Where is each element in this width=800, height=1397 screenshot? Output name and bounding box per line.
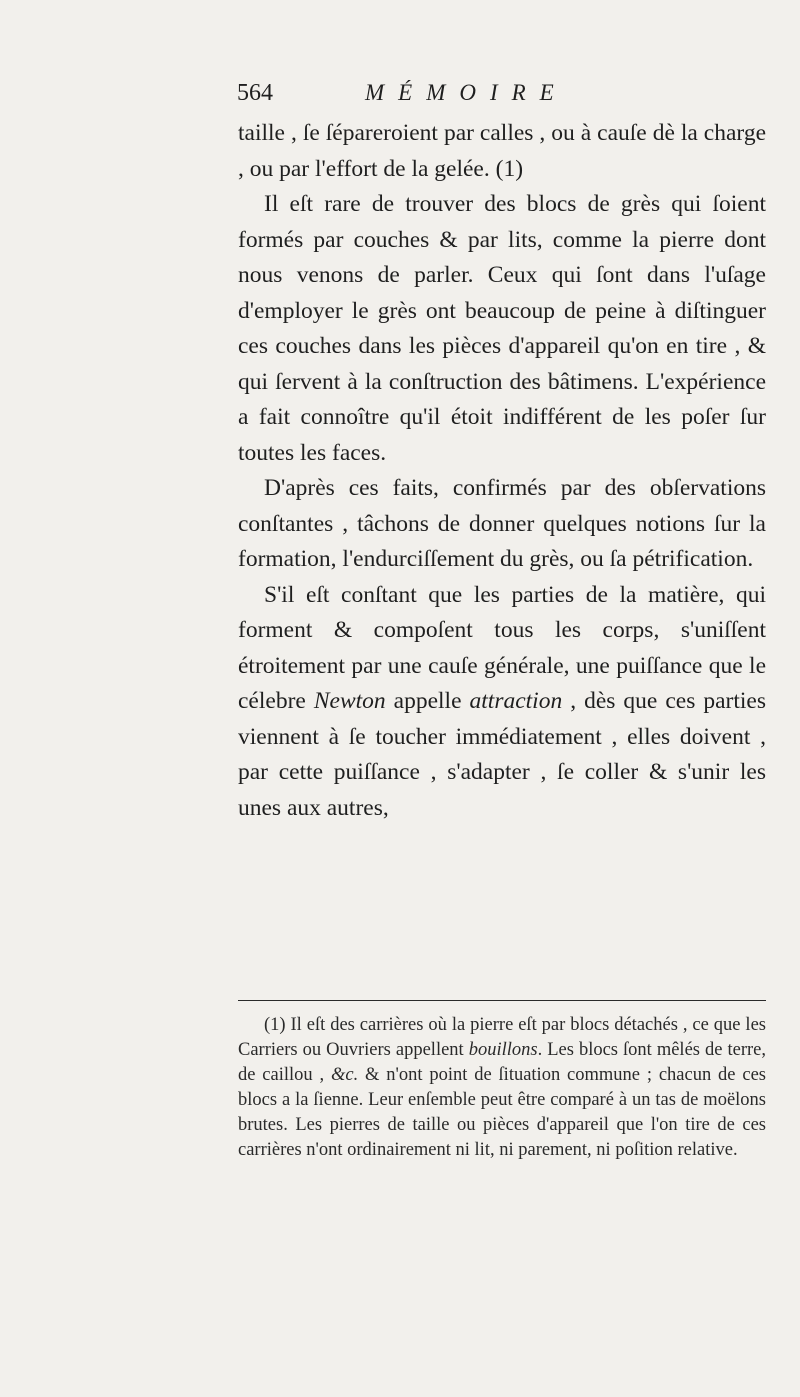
paragraph-attraction xyxy=(238,578,766,827)
paragraph-continuation: taille , ſe ſépareroient par calles , ou à cauſe dè la charge , ou par l'effort de la gelée. (1) xyxy=(238,120,766,182)
attraction-term: attraction xyxy=(469,688,563,714)
bouillons-term: bouillons xyxy=(468,1040,538,1060)
footnote-text-2: . Les blocs ſont mêlés de terre, de caillou , xyxy=(238,1040,766,1085)
main-text xyxy=(238,116,766,826)
footnote xyxy=(238,1013,766,1163)
footnote-text-1: (1) Il eſt des carrières où la pierre eſt par blocs détachés , ce que les Carriers ou Ouvriers appellent xyxy=(238,1015,766,1060)
running-title: MÉMOIRE xyxy=(365,80,568,105)
paragraph-formation: D'après ces faits, confirmés par des obſervations conſtantes , tâchons de donner quelques notions ſur la formation, l'endurciſſement du grès, ou ſa pétrification. xyxy=(238,475,766,572)
footnote-divider xyxy=(238,1000,766,1001)
paragraph-attraction-text-2: appelle xyxy=(385,688,470,714)
newton-name: Newton xyxy=(313,688,386,714)
paragraph-attraction-text-1: S'il eſt conſtant que les parties de la matière, qui forment & compoſent tous les corps, s'uniſſent étroitement par une cauſe générale, une puiſſance que le célebre xyxy=(238,581,766,714)
paragraph-attraction-text-3: , dès que ces parties viennent à ſe toucher immédiatement , elles doivent , par cette puiſſance , s'adapter , ſe coller & s'unir les unes aux autres, xyxy=(238,688,767,821)
footnote-text-3: & n'ont point de ſituation commune ; chacun de ces blocs a la ſienne. Leur enſemble peut être comparé à un tas de moëlons brutes. Les pierres de taille ou pièces d'appareil que l'on tire de ces carrières n'ont ordinairement ni lit, ni parement, ni poſition relative. xyxy=(238,1065,766,1160)
page-header xyxy=(237,80,757,120)
page-number: 564 xyxy=(237,80,273,106)
etc-abbrev: &c. xyxy=(330,1065,359,1085)
paragraph-blocs-de-gres: Il eſt rare de trouver des blocs de grès qui ſoient formés par couches & par lits, comme la pierre dont nous venons de parler. Ceux qui ſont dans l'uſage d'employer le grès ont beaucoup de peine à diſtinguer ces couches dans les pièces d'appareil qu'on en tire , & qui ſervent à la conſtruction des bâtimens. L'expérience a fait connoître qu'il étoit indifférent de les poſer ſur toutes les faces. xyxy=(238,191,766,466)
